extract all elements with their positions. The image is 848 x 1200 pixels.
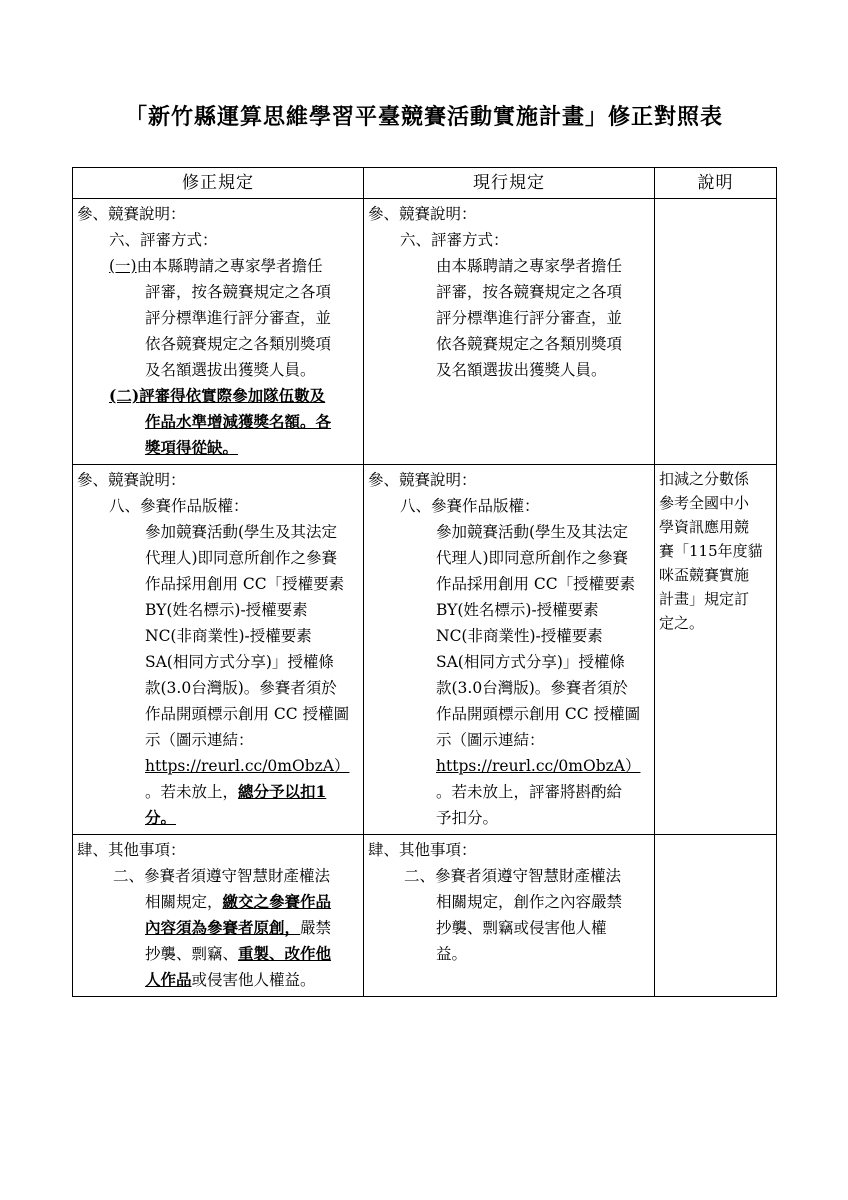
paragraph-line: 作品採用創用 CC「授權要素: [436, 575, 636, 593]
paragraph-line: 依各競賽規定之各類別獎項: [145, 335, 332, 353]
explanation-cell: [655, 465, 777, 835]
header-current: 現行規定: [364, 168, 655, 199]
paragraph-line: 示（圖示連結：: [145, 731, 254, 749]
header-revised: 修正規定: [73, 168, 364, 199]
paragraph-line: 抄襲、剽竊、重製、改作他: [145, 944, 332, 963]
explanation-line: 扣減之分數係: [659, 470, 750, 488]
paragraph-line: 。若未放上，評審將斟酌給: [436, 783, 623, 801]
item-heading: 六、評審方式：: [109, 231, 218, 249]
section-heading: 參、競賽說明：: [77, 205, 186, 223]
header-row: [73, 168, 777, 199]
paragraph-line: 代理人)即同意所創作之參賽: [436, 549, 629, 567]
paragraph-line: 評分標準進行評分審查，並: [145, 309, 332, 327]
revised-cell: [73, 835, 364, 997]
paragraph-line: 評分標準進行評分審查，並: [436, 309, 623, 327]
revised-cell: [73, 199, 364, 465]
item-heading: 二、參賽者須遵守智慧財產權法: [404, 867, 622, 885]
paragraph-line: 參加競賽活動(學生及其法定: [436, 523, 629, 541]
table-row: [73, 465, 777, 835]
header-explanation: 說明: [655, 168, 777, 199]
paragraph-line: 及名額選拔出獲獎人員。: [145, 361, 316, 379]
paragraph-line: 作品採用創用 CC「授權要素: [145, 575, 345, 593]
item-heading: 六、評審方式：: [400, 231, 509, 249]
paragraph-line: 相關規定，繳交之參賽作品: [145, 892, 332, 911]
item-heading: 二、參賽者須遵守智慧財產權法: [113, 867, 331, 885]
paragraph-line: 人作品或侵害他人權益。: [145, 970, 316, 989]
section-heading: 參、競賽說明：: [77, 471, 186, 489]
paragraph-line: 作品水準增減獲獎名額。各: [145, 412, 332, 431]
paragraph-line: 代理人)即同意所創作之參賽: [145, 549, 338, 567]
section-heading: 肆、其他事項：: [77, 841, 186, 859]
paragraph-line: (一)由本縣聘請之專家學者擔任: [109, 257, 323, 275]
paragraph-line: 予扣分。: [436, 809, 499, 827]
explanation-line: 計畫」規定訂: [659, 590, 750, 608]
paragraph-line: 由本縣聘請之專家學者擔任: [436, 257, 623, 275]
paragraph-line: 依各競賽規定之各類別獎項: [436, 335, 623, 353]
document-title: 「新竹縣運算思維學習平臺競賽活動實施計畫」修正對照表: [124, 104, 723, 130]
explanation-line: 定之。: [659, 614, 705, 632]
paragraph-line: 款(3.0台灣版)。參賽者須於: [436, 679, 628, 697]
paragraph-line: 評審，按各競賽規定之各項: [436, 283, 623, 301]
paragraph-line: 益。: [436, 945, 468, 963]
paragraph-line: BY(姓名標示)-授權要素: [436, 601, 599, 619]
table-row: [73, 835, 777, 997]
paragraph-line: 抄襲、剽竊或侵害他人權: [436, 919, 607, 937]
explanation-line: 學資訊應用競: [659, 518, 750, 536]
paragraph-line: 作品開頭標示創用 CC 授權圖: [145, 705, 350, 723]
explanation-line: 參考全國中小: [659, 494, 750, 512]
paragraph-line: 及名額選拔出獲獎人員。: [436, 361, 607, 379]
explanation-cell: [655, 835, 777, 997]
paragraph-line: 相關規定，創作之內容嚴禁: [436, 893, 623, 911]
comparison-table: [72, 167, 777, 997]
table-row: [73, 199, 777, 465]
paragraph-line: BY(姓名標示)-授權要素: [145, 601, 308, 619]
explanation-line: 咪盃競賽實施: [659, 566, 750, 584]
url-line: https://reurl.cc/0mObzA）: [145, 757, 350, 775]
paragraph-line: 示（圖示連結：: [436, 731, 545, 749]
paragraph-line: NC(非商業性)-授權要素: [145, 627, 312, 645]
paragraph-line: 參加競賽活動(學生及其法定: [145, 523, 338, 541]
revised-cell: [73, 465, 364, 835]
paragraph-line: SA(相同方式分享)」授權條: [436, 653, 625, 671]
clause-mark: (二): [109, 386, 140, 405]
paragraph-line: SA(相同方式分享)」授權條: [145, 653, 334, 671]
paragraph-line: 分。: [145, 808, 177, 827]
item-heading: 八、參賽作品版權：: [109, 497, 249, 515]
explanation-cell: [655, 199, 777, 465]
section-heading: 肆、其他事項：: [368, 841, 477, 859]
explanation-line: 賽「115年度貓: [659, 542, 763, 560]
paragraph-line: (二)評審得依實際參加隊伍數及: [109, 386, 326, 405]
section-heading: 參、競賽說明：: [368, 471, 477, 489]
current-cell: [364, 835, 655, 997]
section-heading: 參、競賽說明：: [368, 205, 477, 223]
paragraph-line: 評審，按各競賽規定之各項: [145, 283, 332, 301]
paragraph-line: 作品開頭標示創用 CC 授權圖: [436, 705, 641, 723]
current-cell: [364, 199, 655, 465]
current-cell: [364, 465, 655, 835]
clause-mark: (一): [109, 257, 137, 275]
item-heading: 八、參賽作品版權：: [400, 497, 540, 515]
paragraph-line: 內容須為參賽者原創，嚴禁: [145, 918, 332, 937]
paragraph-line: NC(非商業性)-授權要素: [436, 627, 603, 645]
paragraph-line: 獎項得從缺。: [145, 438, 239, 457]
url-line: https://reurl.cc/0mObzA）: [436, 757, 641, 775]
paragraph-line: 款(3.0台灣版)。參賽者須於: [145, 679, 337, 697]
paragraph-line: 。若未放上，總分予以扣1: [145, 782, 327, 801]
